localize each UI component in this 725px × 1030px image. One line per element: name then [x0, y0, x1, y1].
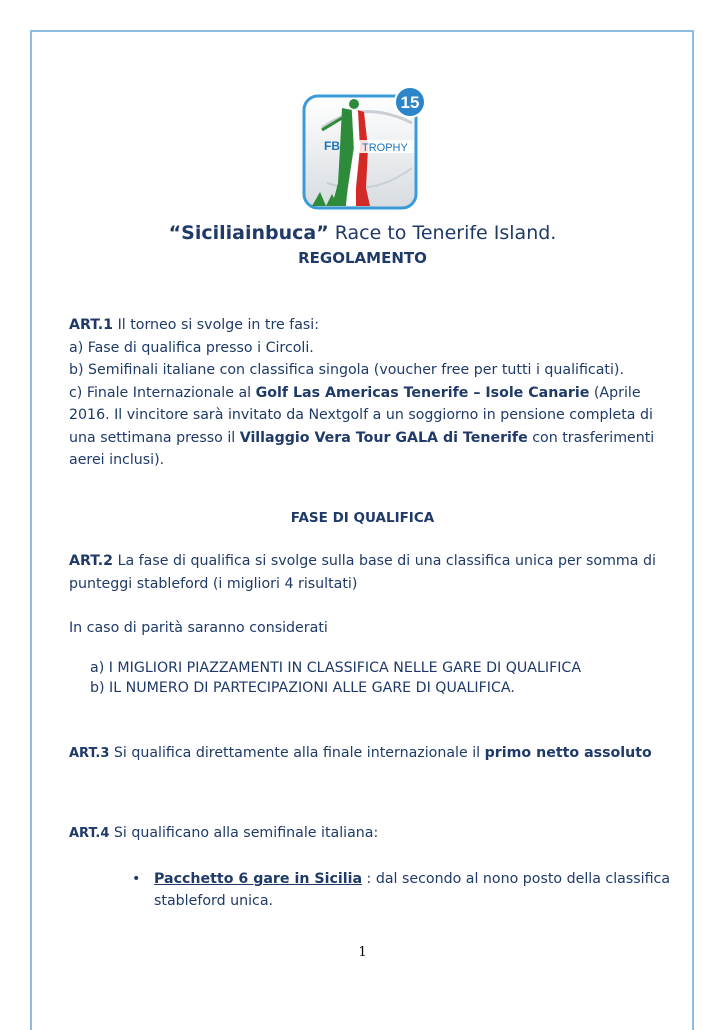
art4-text: Si qualificano alla semifinale italiana:	[109, 825, 379, 841]
art1-item-a: a) Fase di qualifica presso i Circoli.	[69, 339, 314, 356]
art3-label: ART.3	[69, 746, 110, 761]
fb-trophy-logo	[302, 88, 428, 212]
art1-label: ART.1	[69, 317, 114, 333]
document-subtitle: REGOLAMENTO	[298, 249, 427, 267]
bullet-dot: •	[132, 871, 141, 887]
art1-c-end: con trasferimenti aerei inclusi).	[69, 429, 655, 468]
title-rest: Race to Tenerife Island.	[328, 222, 557, 244]
logo-fb-text: FB	[324, 139, 340, 153]
art3-text: Si qualifica direttamente alla finale internazionale il	[109, 745, 485, 761]
art4-bullet-bold: Pacchetto 6 gare in Sicilia	[154, 871, 363, 887]
art4-paragraph	[69, 822, 669, 846]
art3-paragraph	[69, 742, 669, 766]
art1-paragraph	[69, 314, 669, 472]
art2-parity: In caso di parità saranno considerati	[69, 620, 328, 636]
art2-item-b: b) IL NUMERO DI PARTECIPAZIONI ALLE GARE DI QUALIFICA.	[90, 680, 515, 696]
art4-bullet-rest: : dal secondo al nono posto della classifica stableford unica.	[154, 871, 671, 909]
art2-list	[90, 658, 690, 698]
art1-intro: Il torneo si svolge in tre fasi:	[113, 317, 320, 333]
art4-label: ART.4	[69, 826, 110, 841]
title-bold: “Siciliainbuca”	[168, 222, 329, 244]
art3-bold: primo netto assoluto	[484, 745, 652, 761]
art1-item-b: b) Semifinali italiane con classifica singola (voucher free per tutti i qualificati).	[69, 362, 624, 378]
art2-text: La fase di qualifica si svolge sulla base di una classifica unica per somma di punteggi stableford (i migliori 4 risultati)	[69, 553, 656, 592]
art2-item-a: a) I MIGLIORI PIAZZAMENTI IN CLASSIFICA NELLE GARE DI QUALIFICA	[90, 660, 582, 676]
art1-c-bold2: Villaggio Vera Tour GALA di Tenerife	[239, 429, 528, 446]
section-heading-qualifica: FASE DI QUALIFICA	[290, 510, 435, 526]
art1-c-mid: (Aprile 2016. Il vincitore sarà invitato da Nextgolf a un soggiorno in pensione completa di una settimana presso il	[69, 384, 653, 446]
art2-paragraph	[69, 550, 669, 595]
art4-bullet-text	[154, 868, 684, 912]
page-number: 1	[358, 945, 367, 960]
art1-c-prefix: c) Finale Internazionale al	[69, 384, 256, 401]
logo-badge-number: 15	[400, 93, 420, 112]
logo-trophy-text: TROPHY	[362, 142, 408, 154]
art1-intro-line	[69, 314, 669, 337]
art1-item-c	[69, 382, 669, 472]
art2-label: ART.2	[69, 553, 114, 569]
document-title	[0, 222, 725, 244]
art1-c-bold: Golf Las Americas Tenerife – Isole Canarie	[255, 384, 590, 401]
